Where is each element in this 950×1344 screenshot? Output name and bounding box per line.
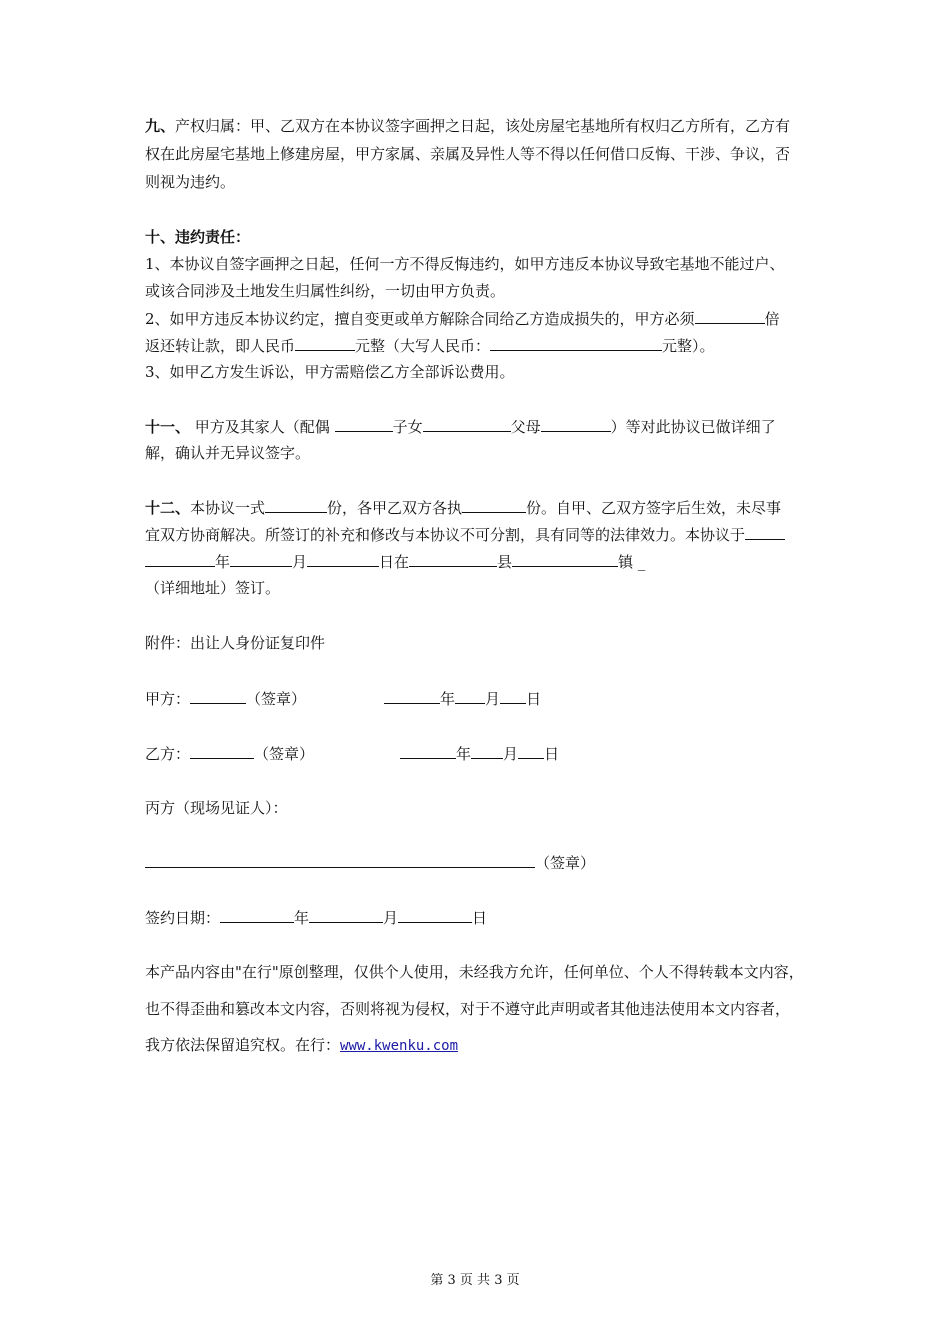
- s11-line1: 十一、 甲方及其家人（配偶 子女 父母 ）等对此协议已做详细了: [145, 418, 776, 436]
- s9-line3: 则视为违约。: [145, 173, 236, 191]
- party-a-signature-blank[interactable]: [190, 688, 246, 704]
- s10-clause2-line1: 2、如甲方违反本协议约定，擅自变更或单方解除合同给乙方造成损失的，甲方必须 倍: [145, 310, 780, 328]
- blank-copies-each[interactable]: [462, 497, 526, 513]
- party-b-year-blank[interactable]: [400, 743, 456, 759]
- page-number: 第 3 页 共 3 页: [430, 1273, 520, 1288]
- s12-line4: （详细地址）签订。: [145, 579, 281, 597]
- s9-line2: 权在此房屋宅基地上修建房屋，甲方家属、亲属及异性人等不得以任何借口反悔、干涉、争议，否: [145, 145, 791, 163]
- s11-line2: 解，确认并无异议签字。: [145, 444, 311, 462]
- party-b-month-blank[interactable]: [471, 743, 503, 759]
- party-a-line: 甲方： （签章） 年 月 日: [145, 690, 542, 708]
- party-c-signature-blank[interactable]: [145, 852, 535, 868]
- blank-town[interactable]: [512, 551, 618, 567]
- blank-county[interactable]: [409, 551, 497, 567]
- s12-line3: 年 月 日在 县 镇 _: [145, 551, 645, 572]
- blank-amount-uppercase[interactable]: [490, 335, 662, 351]
- party-b-day-blank[interactable]: [518, 743, 544, 759]
- sign-date-day-blank[interactable]: [398, 907, 472, 923]
- blank-sign-month[interactable]: [230, 551, 292, 567]
- website-link[interactable]: www.kwenku.com: [340, 1038, 459, 1054]
- sign-date-year-blank[interactable]: [220, 907, 294, 923]
- blank-sign-day[interactable]: [307, 551, 379, 567]
- blank-multiplier[interactable]: [695, 308, 765, 324]
- s12-heading: 十二、: [145, 499, 191, 517]
- party-a-day-blank[interactable]: [500, 688, 526, 704]
- blank-sign-year-start[interactable]: [745, 524, 785, 540]
- sign-date-month-blank[interactable]: [309, 907, 383, 923]
- party-b-signature-blank[interactable]: [190, 743, 254, 759]
- s10-clause1-line1: 1、本协议自签字画押之日起，任何一方不得反悔违约，如甲方违反本协议导致宅基地不能过户、: [145, 255, 785, 273]
- blank-copies[interactable]: [265, 497, 327, 513]
- s10-clause3: 3、如甲乙方发生诉讼，甲方需赔偿乙方全部诉讼费用。: [145, 363, 515, 381]
- blank-parents[interactable]: [541, 416, 611, 432]
- s9-heading: 九、: [145, 117, 176, 135]
- party-c-signature-line: （签章）: [145, 852, 595, 873]
- blank-spouse[interactable]: [335, 416, 393, 432]
- s10-heading: 十、违约责任：: [145, 228, 251, 246]
- disclaimer-line3: 我方依法保留追究权。在行：www.kwenku.com: [145, 1036, 459, 1054]
- party-c-label: 丙方（现场见证人）：: [145, 799, 288, 817]
- party-b-line: 乙方： （签章） 年 月 日: [145, 745, 560, 763]
- party-a-month-blank[interactable]: [455, 688, 485, 704]
- s11-heading: 十一、: [145, 418, 191, 436]
- s10-clause2-line2: 返还转让款，即人民币 元整（大写人民币： 元整）。: [145, 337, 715, 355]
- attachment-note: 附件：出让人身份证复印件: [145, 634, 326, 652]
- s12-line2: 宜双方协商解决。所签订的补充和修改与本协议不可分割，具有同等的法律效力。本协议于: [145, 524, 785, 545]
- blank-amount[interactable]: [295, 335, 355, 351]
- disclaimer-line1: 本产品内容由"在行"原创整理，仅供个人使用，未经我方允许，任何单位、个人不得转载本文内容，: [145, 963, 804, 981]
- s10-clause1-line2: 或该合同涉及土地发生归属性纠纷，一切由甲方负责。: [145, 282, 506, 300]
- blank-children[interactable]: [423, 416, 511, 432]
- s12-line1: 十二、本协议一式 份，各甲乙双方各执 份。自甲、乙双方签字后生效，未尽事: [145, 499, 782, 517]
- s9-line1: 九、产权归属：甲、乙双方在本协议签字画押之日起，该处房屋宅基地所有权归乙方所有，乙方有: [145, 117, 791, 135]
- blank-sign-year[interactable]: [145, 551, 215, 567]
- disclaimer-line2: 也不得歪曲和篡改本文内容，否则将视为侵权，对于不遵守此声明或者其他违法使用本文内容者，: [145, 1000, 791, 1018]
- sign-date-line: 签约日期： 年 月 日: [145, 909, 488, 927]
- party-a-year-blank[interactable]: [384, 688, 440, 704]
